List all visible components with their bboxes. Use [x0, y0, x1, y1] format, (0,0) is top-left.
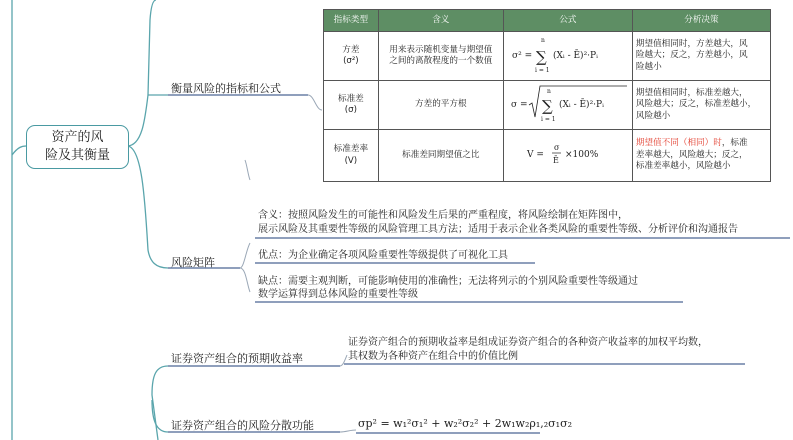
formula-body: ×100%: [564, 150, 599, 161]
decision-text: 标准差率越小，风险越小: [635, 161, 731, 172]
variance-formula: [507, 34, 629, 74]
matrix-disadvantage-line1[interactable]: 缺点：需要主观判断，可能影响使用的准确性；无法将列示的个别风险重要性等级通过: [258, 276, 638, 287]
formula-body: (Xᵢ - Ē)²·Pᵢ: [552, 50, 598, 61]
sum-upper: n: [540, 36, 545, 44]
decision-text: 险越小: [635, 61, 662, 72]
formula-lhs: σ² =: [511, 50, 533, 61]
table-row: [324, 81, 771, 130]
decision-text: 险越大；反之，方差越小，风: [635, 50, 748, 61]
type-name: 方差: [342, 44, 360, 55]
meaning-cell: [378, 81, 503, 130]
type-name: 标准差率: [333, 144, 369, 154]
decision-text: 风险越大；反之，标准差越小，: [635, 99, 757, 110]
branch-portfolio-return[interactable]: 证券资产组合的预期收益率: [171, 352, 303, 365]
table-row: [324, 32, 771, 81]
decision-cell: [632, 32, 770, 81]
decision-text: 期望值相同时，方差越大，风: [635, 38, 748, 49]
table-row: [324, 130, 771, 182]
meaning-cell: [378, 130, 503, 182]
table-header-row: [324, 10, 771, 32]
sum-lower: i = 1: [534, 66, 550, 74]
formula-lhs: V =: [526, 150, 544, 161]
central-topic[interactable]: [26, 125, 129, 169]
type-symbol: (V): [344, 155, 358, 166]
branch-metrics[interactable]: 衡量风险的指标和公式: [171, 82, 281, 95]
fraction-numerator: σ: [553, 143, 560, 153]
type-symbol: (σ): [344, 105, 357, 115]
central-topic-line2: 险及其衡量: [44, 148, 110, 163]
decision-text: 期望值相同时，标准差越大，: [635, 87, 748, 98]
formula-cell: [503, 32, 632, 81]
decision-text-rest: ，标准: [721, 138, 748, 149]
formula-cell: [503, 81, 632, 130]
matrix-advantage[interactable]: 优点：为企业确定各项风险重要性等级提供了可视化工具: [258, 250, 508, 261]
type-cell: [324, 32, 379, 81]
meaning-text: 之间的离散程度的一个数值: [389, 56, 493, 66]
branch-portfolio-diversify[interactable]: 证券资产组合的风险分散功能: [171, 419, 314, 432]
decision-text: 差率越大，风险越大；反之，: [635, 149, 748, 160]
table-header-cell: 公式: [503, 10, 632, 32]
portfolio-variance-formula[interactable]: σp² = w₁²σ₁² + w₂²σ₂² + 2w₁w₂ρ₁,₂σ₁σ₂: [358, 417, 572, 430]
sum-lower: i = 1: [540, 115, 556, 123]
meaning-text: 用来表示随机变量与期望值: [389, 44, 493, 55]
decision-cell: [632, 130, 770, 182]
formula-cell: [503, 130, 632, 182]
decision-text: [636, 138, 767, 150]
formula-lhs: σ =: [510, 99, 528, 110]
std-dev-formula: [507, 83, 629, 123]
meaning-text: 方差的平方根: [415, 99, 467, 110]
type-cell: [324, 81, 379, 130]
sum-sign: ∑: [535, 47, 547, 66]
meaning-cell: [378, 32, 503, 81]
type-cell: [324, 130, 379, 182]
type-symbol: (σ²): [343, 56, 359, 66]
table-header-cell: 指标类型: [324, 10, 379, 32]
central-topic-line1: 资产的风: [51, 130, 104, 145]
decision-cell: [632, 81, 770, 130]
matrix-definition-line1[interactable]: 含义：按照风险发生的可能性和风险发生后果的严重程度，将风险绘制在矩阵图中，: [258, 210, 628, 221]
portfolio-return-line1[interactable]: 证券资产组合的预期收益率是组成证券资产组合的各种资产收益率的加权平均数，: [348, 337, 708, 348]
meaning-text: 标准差同期望值之比: [402, 149, 480, 160]
risk-metrics-table: [323, 9, 771, 182]
portfolio-return-line2[interactable]: 其权数为各种资产在组合中的价值比例: [348, 351, 518, 362]
cv-formula: [507, 136, 629, 170]
table-header-cell: 分析决策: [632, 10, 770, 32]
highlight-text: 期望值不同（相同）时: [635, 138, 722, 149]
table-header-cell: 含义: [378, 10, 503, 32]
fraction-denominator: Ē: [552, 156, 559, 166]
formula-body: (Xᵢ - Ē)²·Pᵢ: [558, 99, 604, 110]
type-name: 标准差: [337, 93, 364, 104]
decision-text: 风险越小: [635, 110, 671, 121]
matrix-definition-line2[interactable]: 展示风险及其重要性等级的风险管理工具方法；适用于表示企业各类风险的重要性等级、分析评价和沟通报告: [258, 224, 738, 235]
sum-sign: ∑: [541, 96, 553, 115]
matrix-disadvantage-line2[interactable]: 数学运算得到总体风险的重要性等级: [258, 289, 418, 300]
branch-risk-matrix[interactable]: 风险矩阵: [171, 256, 215, 269]
sum-upper: n: [546, 87, 551, 95]
